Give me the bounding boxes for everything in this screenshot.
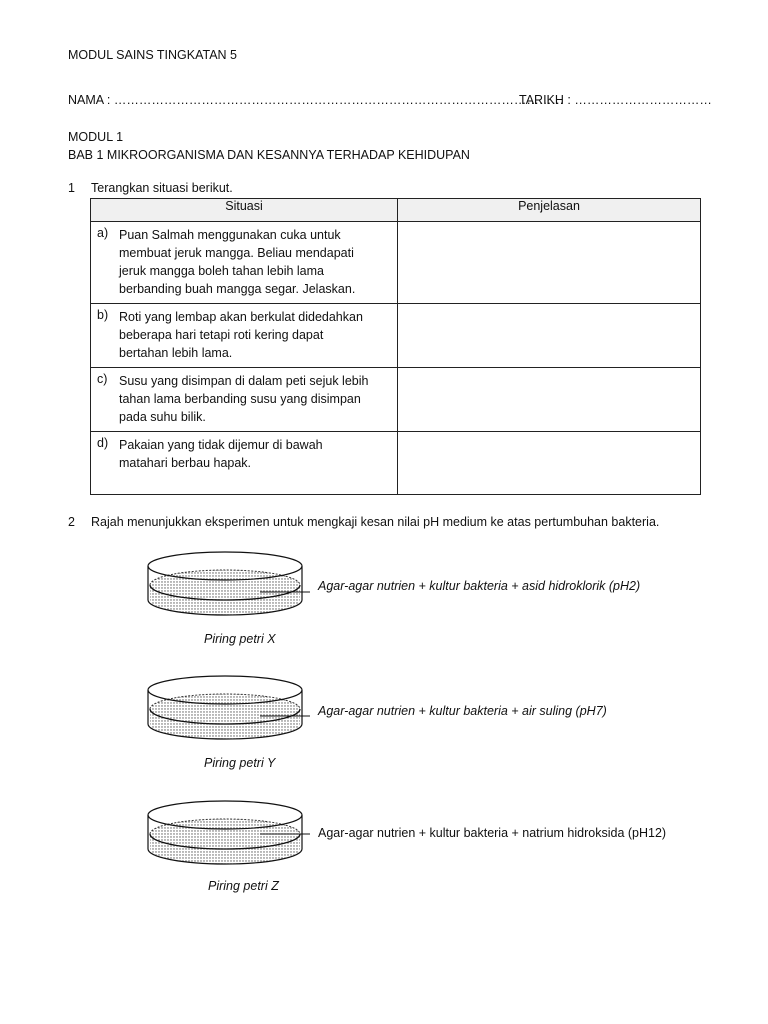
petri-dish-y — [140, 672, 310, 748]
table-header — [91, 199, 701, 222]
dish-z-label: Agar-agar nutrien + kultur bakteria + natrium hidroksida (pH12) — [318, 826, 667, 840]
q1-number: 1 — [68, 181, 75, 195]
row-label: b) — [97, 308, 109, 322]
table-row — [91, 432, 701, 495]
row-text: Pakaian yang tidak dijemur di bawah matahari berbau hapak. — [119, 438, 323, 470]
row-text: Puan Salmah menggunakan cuka untuk membuat jeruk mangga. Beliau mendapati jeruk mangga boleh tahan lebih lama berbanding buah mangga segar. Jelaskan. — [119, 228, 356, 296]
row-label: a) — [97, 226, 109, 240]
answer-cell[interactable] — [398, 432, 701, 495]
table-row — [91, 222, 701, 304]
q1-text: Terangkan situasi berikut. — [91, 181, 233, 195]
table-row — [91, 368, 701, 432]
q2-number: 2 — [68, 515, 75, 529]
row-label: c) — [97, 372, 108, 386]
dish-x-caption: Piring petri X — [204, 632, 276, 646]
dish-y-caption: Piring petri Y — [204, 756, 276, 770]
row-label: d) — [97, 436, 109, 450]
header: MODUL SAINS TINGKATAN 5 — [68, 48, 238, 62]
row-text: Susu yang disimpan di dalam peti sejuk lebih tahan lama berbanding susu yang disimpan pada suhu bilik. — [119, 374, 369, 424]
q2-text: Rajah menunjukkan eksperimen untuk mengkaji kesan nilai pH medium ke atas pertumbuhan bakteria. — [91, 515, 660, 529]
answer-cell[interactable] — [398, 222, 701, 304]
row-text: Roti yang lembap akan berkulat didedahkan beberapa hari tetapi roti kering dapat bertahan lebih lama. — [119, 310, 363, 360]
modul-title: MODUL 1 — [68, 130, 124, 144]
col-penjelasan: Penjelasan — [398, 199, 701, 222]
nama-field: NAMA : ……………………………………………………………………………………………… — [68, 93, 564, 107]
answer-cell[interactable] — [398, 304, 701, 368]
petri-dish-x — [140, 548, 310, 624]
dish-x-label: Agar-agar nutrien + kultur bakteria + asid hidroklorik (pH2) — [318, 579, 641, 593]
answer-cell[interactable] — [398, 368, 701, 432]
tarikh-field: TARIKH : …………………………… — [519, 93, 712, 107]
dish-z-caption: Piring petri Z — [208, 879, 279, 893]
table-row — [91, 304, 701, 368]
bab-title: BAB 1 MIKROORGANISMA DAN KESANNYA TERHADAP KEHIDUPAN — [68, 148, 470, 162]
dish-y-label: Agar-agar nutrien + kultur bakteria + air suling (pH7) — [318, 704, 607, 718]
situasi-table — [90, 198, 701, 495]
petri-dish-z — [140, 797, 310, 873]
col-situasi: Situasi — [91, 199, 398, 222]
